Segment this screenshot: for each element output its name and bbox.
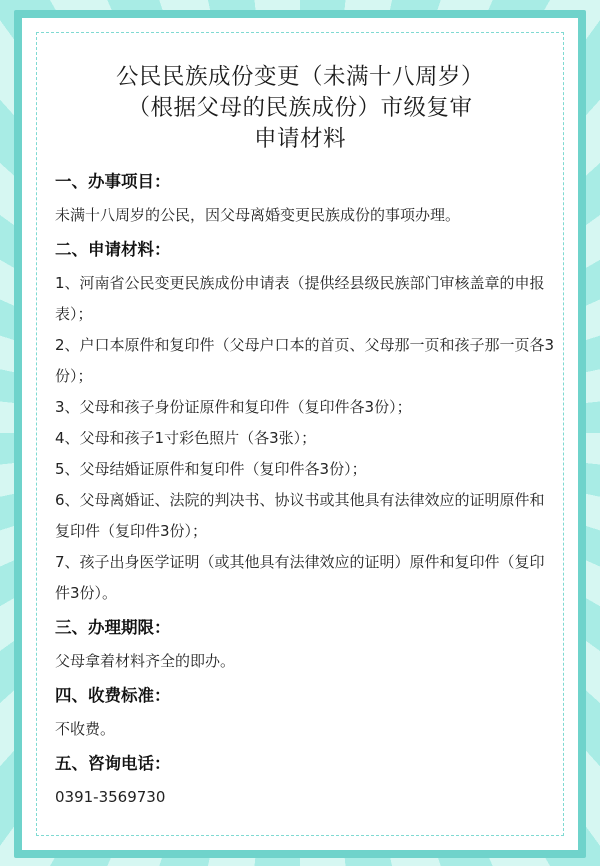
section-heading-service: 一、办事项目： [55, 172, 171, 191]
section-heading-contact: 五、咨询电话： [55, 754, 171, 773]
material-item-1: 1、河南省公民变更民族成份申请表（提供经县级民族部门审核盖章的申报表）； [55, 274, 545, 323]
material-item-4: 4、父母和孩子1寸彩色照片（各3张）； [55, 429, 317, 447]
page-title [22, 62, 578, 155]
contact-phone: 0391-3569730 [55, 788, 166, 806]
section-heading-materials: 二、申请材料： [55, 240, 171, 259]
section-heading-fees: 四、收费标准： [55, 686, 171, 705]
material-item-7: 7、孩子出身医学证明（或其他具有法律效应的证明）原件和复印件（复印件3份）。 [55, 553, 545, 602]
title-line-1: 公民民族成份变更（未满十八周岁） [115, 64, 484, 90]
title-line-2: （根据父母的民族成份）市级复审 [127, 95, 473, 121]
title-line-3: 申请材料 [253, 126, 346, 152]
material-item-3: 3、父母和孩子身份证原件和复印件（复印件各3份）； [55, 398, 412, 416]
document-card [22, 18, 578, 850]
section-text-period: 父母拿着材料齐全的即办。 [55, 652, 236, 670]
document-content [55, 167, 555, 813]
material-item-2: 2、户口本原件和复印件（父母户口本的首页、父母那一页和孩子那一页各3份）； [55, 336, 555, 385]
section-text-fees: 不收费。 [55, 720, 116, 738]
section-heading-period: 三、办理期限： [55, 618, 171, 637]
material-item-5: 5、父母结婚证原件和复印件（复印件各3份）； [55, 460, 367, 478]
section-text-service: 未满十八周岁的公民，因父母离婚变更民族成份的事项办理。 [55, 206, 461, 224]
material-item-6: 6、父母离婚证、法院的判决书、协议书或其他具有法律效应的证明原件和复印件（复印件3份）； [55, 491, 545, 540]
